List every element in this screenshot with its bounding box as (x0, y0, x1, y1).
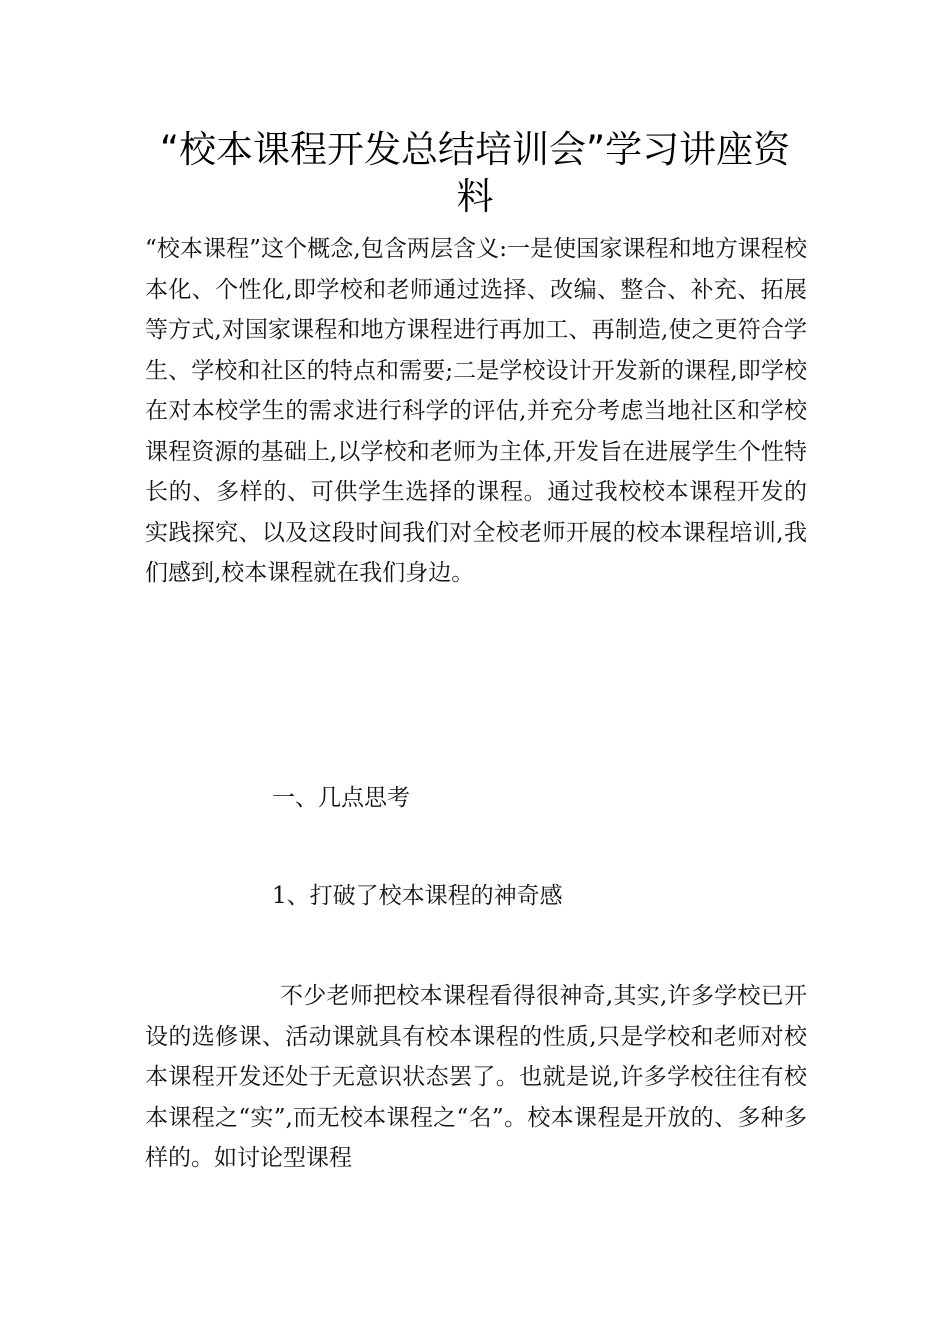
body-paragraph: 不少老师把校本课程看得很神奇,其实,许多学校已开设的选修课、活动课就具有校本课程的性质,只是学校和老师对校本课程开发还处于无意识状态罢了。也就是说,许多学校往往有校本课程之“实”,而无校本课程之“名”。校本课程是开放的、多种多样的。如讨论型课程 (145, 983, 807, 1171)
subsection-heading: 1、打破了校本课程的神奇感 (272, 883, 563, 909)
section-heading: 一、几点思考 (272, 785, 410, 811)
document-title: “校本课程开发总结培训会”学习讲座资料 (159, 128, 791, 218)
intro-paragraph: “校本课程”这个概念,包含两层含义:一是使国家课程和地方课程校本化、个性化,即学校和老师通过选择、改编、整合、补充、拓展等方式,对国家课程和地方课程进行再加工、再制造,使之更符合学生、学校和社区的特点和需要;二是学校设计开发新的课程,即学校在对本校学生的需求进行科学的评估,并充分考虑当地社区和学校课程资源的基础上,以学校和老师为主体,开发旨在进展学生个性特长的、多样的、可供学生选择的课程。通过我校校本课程开发的实践探究、以及这段时间我们对全校老师开展的校本课程培训,我们感到,校本课程就在我们身边。 (145, 236, 807, 586)
